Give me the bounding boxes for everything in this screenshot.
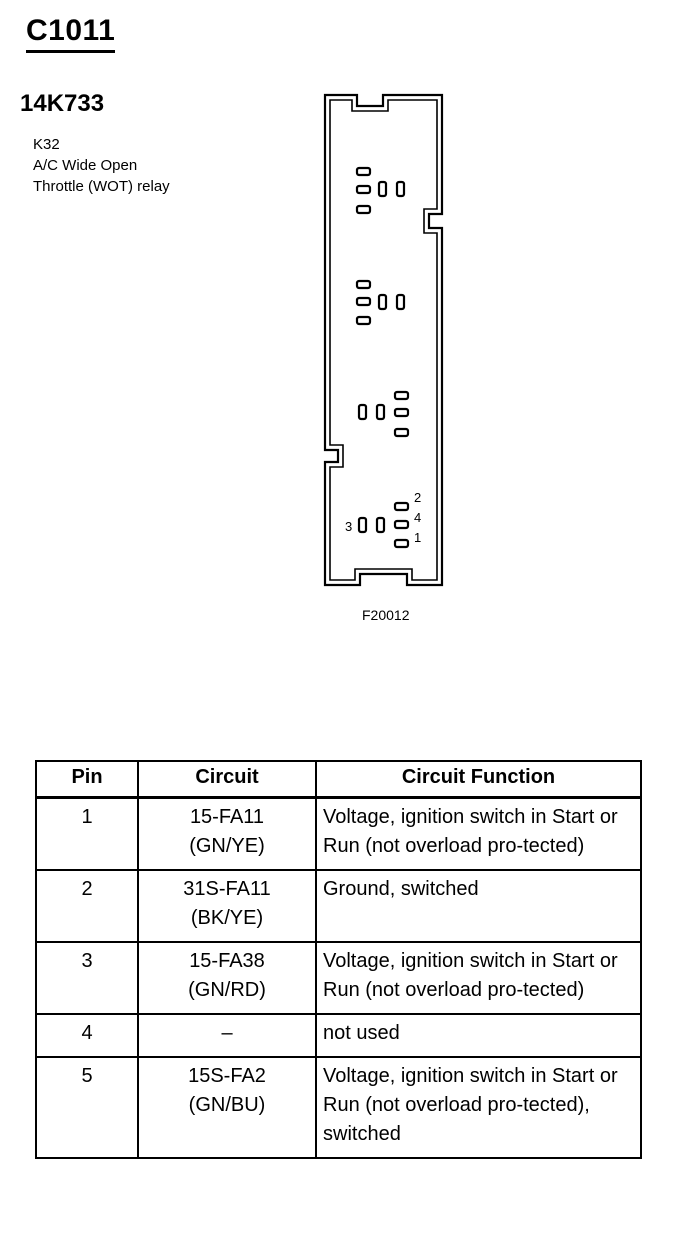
terminal-slot: [397, 182, 404, 196]
terminal-slot: [395, 392, 408, 399]
terminal-slot: [379, 182, 386, 196]
function-cell: Ground, switched: [316, 870, 641, 942]
terminal-slot: [395, 521, 408, 528]
table-row: [36, 1057, 641, 1158]
table-header-row: [36, 761, 641, 798]
circuit-cell: [138, 1014, 316, 1057]
connector-face-diagram: [310, 88, 460, 598]
terminal-slot: [357, 186, 370, 193]
function-cell: Voltage, ignition switch in Start or Run (not overload pro-tected), switched: [316, 1057, 641, 1158]
function-cell: not used: [316, 1014, 641, 1057]
connector-title: C1011: [26, 14, 115, 53]
function-cell: Voltage, ignition switch in Start or Run (not overload pro-tected): [316, 942, 641, 1014]
table-row: [36, 798, 641, 871]
terminal-slot: [379, 295, 386, 309]
table-row: [36, 870, 641, 942]
pin-cell: 2: [36, 870, 138, 942]
wire-color: (GN/BU): [188, 1094, 266, 1116]
component-name-line1: A/C Wide Open: [33, 157, 138, 174]
circuit-id: 15S-FA2: [188, 1065, 266, 1087]
pin-label: 3: [345, 519, 353, 534]
wire-color: (GN/RD): [188, 979, 266, 1001]
pin-cell: 1: [36, 798, 138, 871]
terminal-slot: [357, 281, 370, 288]
terminal-slot: [359, 518, 366, 532]
circuit-cell: [138, 798, 316, 871]
header-circuit-function: Circuit Function: [316, 761, 641, 798]
wire-color: (GN/YE): [189, 835, 265, 857]
component-name-line2: Throttle (WOT) relay: [33, 178, 170, 195]
figure-code: F20012: [362, 607, 410, 623]
circuit-id: 31S-FA11: [183, 878, 271, 900]
circuit-id: 15-FA11: [189, 806, 265, 828]
pin-cell: 4: [36, 1014, 138, 1057]
terminal-slot: [377, 405, 384, 419]
part-number: 14K733: [20, 90, 105, 117]
terminal-slot: [395, 409, 408, 416]
pin-cell: 3: [36, 942, 138, 1014]
connector-outline-outer: [325, 95, 442, 585]
terminal-slot: [395, 503, 408, 510]
terminal-slot: [395, 429, 408, 436]
terminal-slot: [359, 405, 366, 419]
function-cell: Voltage, ignition switch in Start or Run (not overload pro-tected): [316, 798, 641, 871]
circuit-cell: [138, 1057, 316, 1158]
pin-cell: 5: [36, 1057, 138, 1158]
connector-outline-inner: [330, 100, 437, 580]
terminal-slot: [397, 295, 404, 309]
terminal-slot: [357, 298, 370, 305]
terminal-slot: [357, 168, 370, 175]
header-pin: Pin: [36, 761, 138, 798]
terminal-slot: [377, 518, 384, 532]
terminal-slot: [357, 206, 370, 213]
component-description: [33, 134, 170, 197]
pin-table: [35, 760, 642, 1159]
table-row: [36, 942, 641, 1014]
circuit-id: –: [221, 1022, 233, 1044]
pin-label: 1: [414, 530, 422, 545]
circuit-cell: [138, 870, 316, 942]
header-circuit: Circuit: [138, 761, 316, 798]
component-ref: K32: [33, 136, 60, 153]
circuit-id: 15-FA38: [189, 950, 265, 972]
wire-color: (BK/YE): [190, 907, 264, 929]
pin-label: 2: [414, 490, 422, 505]
pin-label: 4: [414, 510, 422, 525]
terminal-slot: [357, 317, 370, 324]
terminal-slot: [395, 540, 408, 547]
table-row: [36, 1014, 641, 1057]
circuit-cell: [138, 942, 316, 1014]
